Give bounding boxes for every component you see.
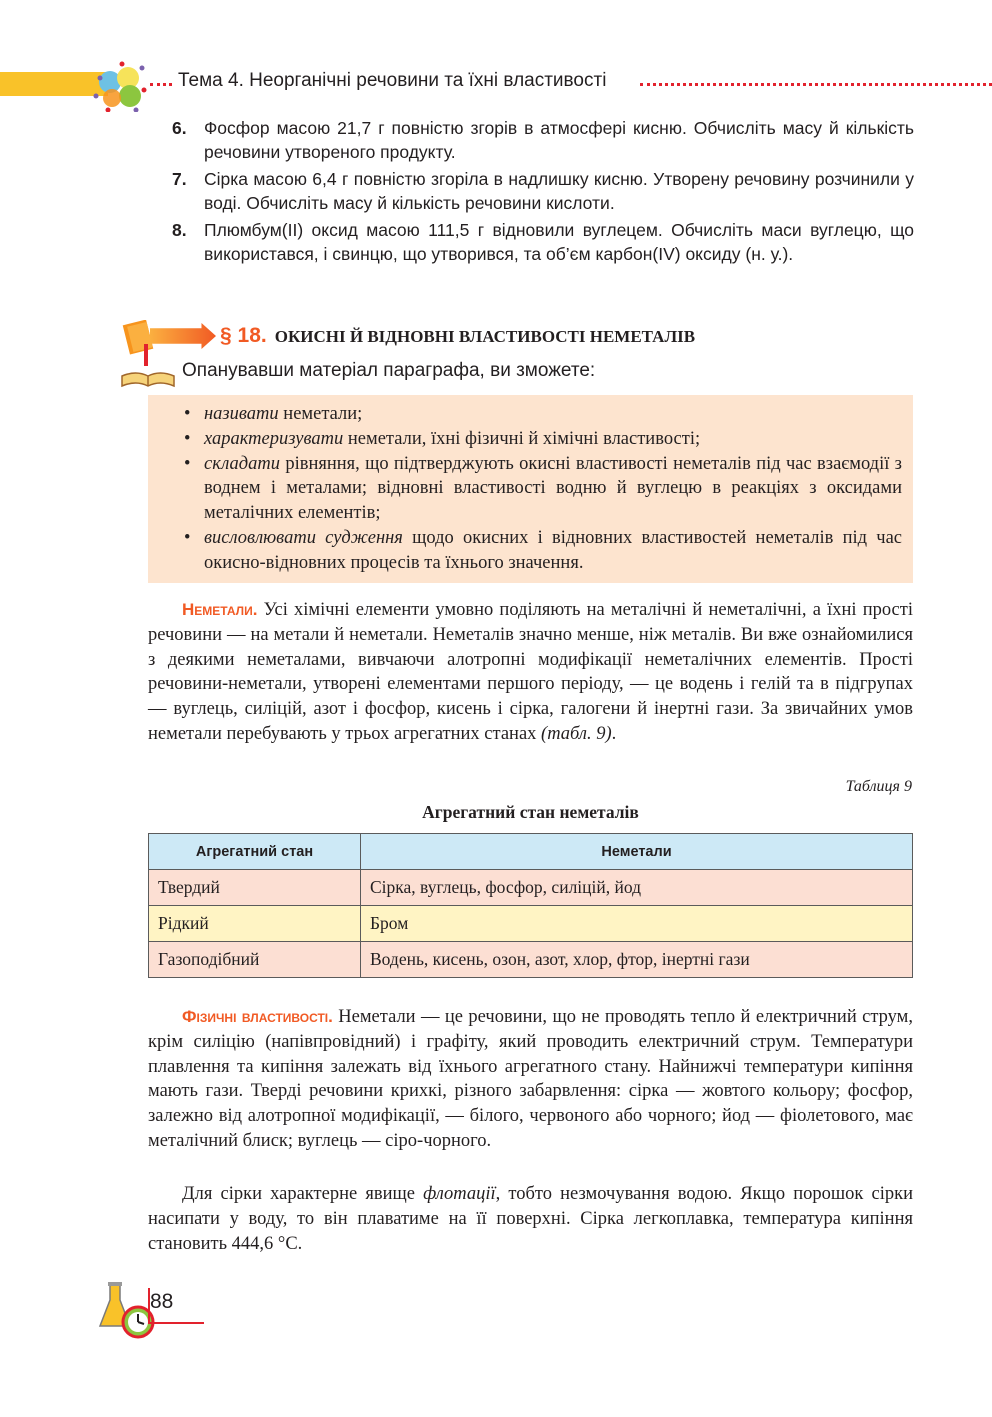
- problem-item: [172, 167, 914, 215]
- problem-list: [172, 116, 914, 269]
- paragraph-physical-properties: [148, 1005, 913, 1154]
- section-heading: [220, 324, 695, 348]
- problem-item: [172, 116, 914, 164]
- section-number: § 18.: [220, 324, 267, 347]
- problem-item: [172, 218, 914, 266]
- objective-verb: характеризувати: [204, 428, 344, 449]
- problem-text: Фосфор масою 21,7 г повністю згорів в атмосфері кисню. Обчисліть масу й кількість речовини утвореного продукту.: [204, 118, 914, 162]
- section-title: ОКИСНІ Й ВІДНОВНІ ВЛАСТИВОСТІ НЕМЕТАЛІВ: [274, 327, 696, 346]
- bullet-icon: •: [184, 404, 191, 424]
- paragraph-term: флотації: [423, 1184, 496, 1204]
- table-row: [149, 906, 913, 942]
- objective-text: неметали;: [278, 404, 363, 424]
- objective-text: щодо окисних і відновних властивостей неметалів під час окисно-відновних процесів та їхнього значення.: [204, 527, 903, 573]
- paragraph-sulfur-flotation: [148, 1182, 913, 1256]
- table-header-cell: Неметали: [361, 834, 913, 870]
- header-dotted-line-left: [150, 83, 172, 86]
- objective-item: [184, 427, 902, 452]
- paragraph-nonmetals: [148, 598, 913, 747]
- paragraph-text: Для сірки характерне явище: [182, 1184, 424, 1204]
- bullet-icon: •: [184, 527, 191, 548]
- table-cell: Газоподібний: [149, 942, 361, 978]
- objectives-list: [184, 402, 902, 576]
- objective-item: [184, 526, 902, 576]
- problem-number: 7.: [172, 169, 187, 189]
- objective-item: [184, 452, 902, 526]
- problem-text: Плюмбум(II) оксид масою 111,5 г відновили вуглецем. Обчисліть маси вуглецю, що використався, і свинцю, що утворився, та об’єм карбон(IV) оксиду (н. у.).: [204, 220, 914, 264]
- table-title: Агрегатний стан неметалів: [422, 802, 639, 822]
- paragraph-text: Усі хімічні елементи умовно поділяють на металічні й неметалічні, а їхні прості речовини — на метали й неметали. Неметалів значно менше, ніж металів. Ви вже ознайомилися з деякими неметалами, вивчаючи алотропні модифікації неметалічних елементів. Прості речовини-неметали, утворені елементами першого періоду, — це водень і гелій та в підгрупах — вуглець, силіцій, азот і фосфор, кисень і сірка, галогени й інертні гази. За звичайних умов неметали перебувають у трьох агрегатних станах: [148, 600, 913, 744]
- states-table: [148, 833, 913, 978]
- section-intro: Опанувавши матеріал параграфа, ви зможете:: [182, 360, 596, 381]
- table-cell: Бром: [361, 906, 913, 942]
- problem-number: 6.: [172, 118, 187, 138]
- table-cell: Твердий: [149, 870, 361, 906]
- paragraph-text: Неметали — це речовини, що не проводять тепло й електричний струм, крім силіцію (напівпровідний) і графіту, який проводить електричний струм. Температури плавлення та кипіння залежать від їхнього агрегатного стану. Найнижчі температури кипіння мають гази. Тверді речовини крихкі, різного забарвлення: сірка — жовтого кольору; фосфор, залежно від алотропної модифікації, — білого, червоного або чорного; йод — фіолетового, має металічний блиск; вуглець — сіро-чорного.: [148, 1007, 913, 1151]
- table-cell: Водень, кисень, озон, азот, хлор, фтор, інертні гази: [361, 942, 913, 978]
- problem-text: Сірка масою 6,4 г повністю згоріла в надлишку кисню. Утворену речовину розчинили у воді. Обчисліть масу й кількість речовини кислоти.: [204, 169, 914, 213]
- page-number: 88: [150, 1290, 174, 1313]
- objective-verb: висловлювати судження: [204, 527, 403, 548]
- paragraph-lead: Фізичні властивості.: [182, 1007, 333, 1026]
- header-dotted-line-right: [640, 83, 992, 86]
- bullet-icon: •: [184, 428, 191, 449]
- objective-verb: складати: [204, 453, 280, 474]
- table-cell: Сірка, вуглець, фосфор, силіцій, йод: [361, 870, 913, 906]
- objective-item: [184, 402, 902, 427]
- table-row: [149, 870, 913, 906]
- objective-verb: називати: [204, 404, 279, 424]
- paragraph-lead: Неметали.: [182, 600, 258, 619]
- footer-line: [148, 1322, 204, 1324]
- table-header-cell: Агрегатний стан: [149, 834, 361, 870]
- paragraph-text: , тобто незмочування водою. Якщо порошок сірки насипати у воду, то він плаватиме на її поверхні. Сірка легкоплавка, температура кипіння становить 444,6 °С.: [148, 1184, 913, 1254]
- header-title: Тема 4. Неорганічні речовини та їхні властивості: [178, 70, 607, 91]
- objective-text: неметали, їхні фізичні й хімічні властивості;: [343, 428, 701, 449]
- table-header-row: [149, 834, 913, 870]
- table-row: [149, 942, 913, 978]
- molecule-icon: [92, 56, 152, 112]
- objective-text: рівняння, що підтверджують окисні властивості неметалів під час взаємодії з воднем і металами; відновні властивості водню й вуглецю в реакціях з оксидами металічних елементів;: [204, 453, 902, 524]
- paragraph-end: .: [611, 723, 617, 744]
- table-cell: Рідкий: [149, 906, 361, 942]
- table-reference: (табл. 9): [541, 723, 612, 744]
- table-caption: Таблиця 9: [845, 778, 912, 795]
- bullet-icon: •: [184, 453, 191, 474]
- problem-number: 8.: [172, 220, 187, 240]
